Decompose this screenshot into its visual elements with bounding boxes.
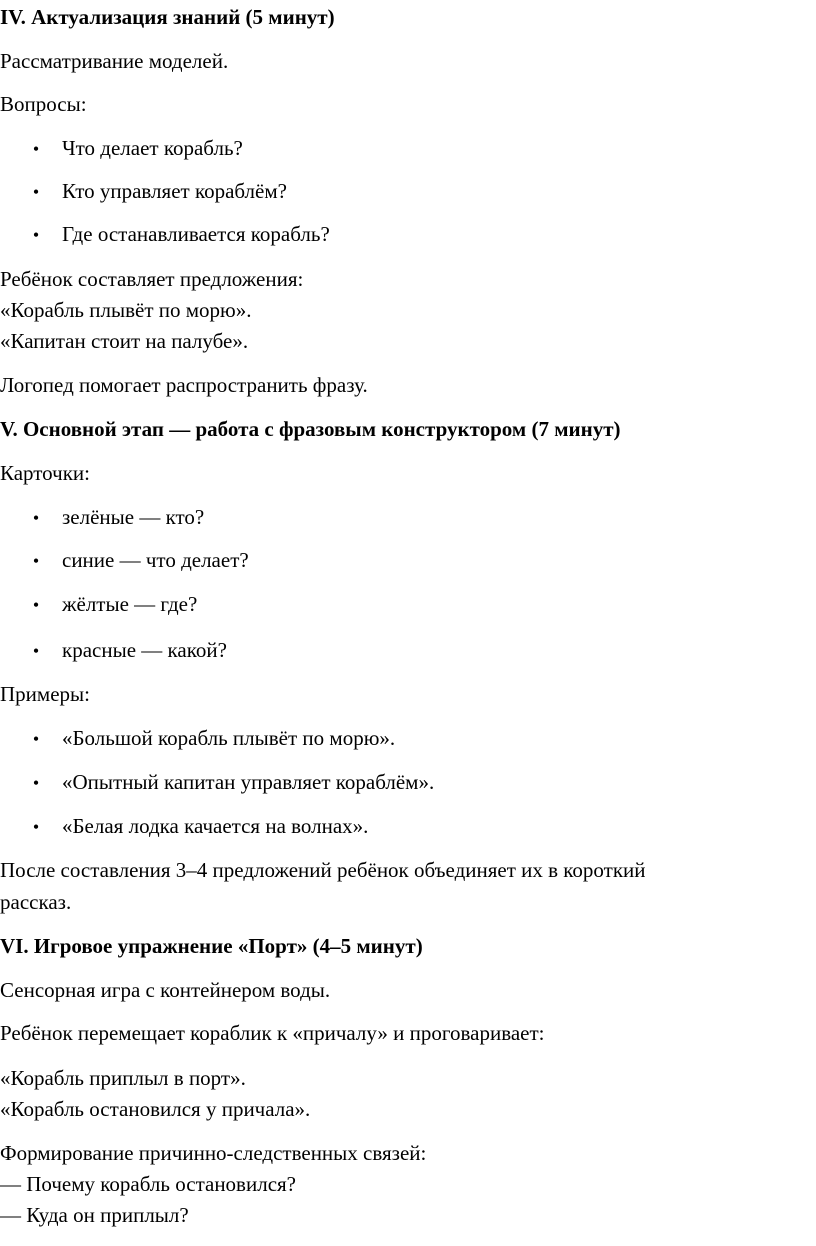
sentence-example: «Корабль плывёт по морю». [0,298,252,322]
bullet-icon: • [32,182,40,202]
summary-line-2: рассказ. [0,890,72,914]
bullet-icon: • [32,139,40,159]
causal-label: Формирование причинно-следственных связей: [0,1141,427,1165]
section-4-note: Логопед помогает распространить фразу. [0,373,368,397]
bullet-icon: • [32,773,40,793]
example-text: «Белая лодка качается на волнах». [62,814,369,838]
section-4-intro: Рассматривание моделей. [0,49,229,73]
card-text: синие — что делает? [62,548,249,572]
sentences-intro: Ребёнок составляет предложения: [0,267,304,291]
bullet-icon: • [32,595,40,615]
sentence-example: «Капитан стоит на палубе». [0,329,249,353]
section-6-intro: Сенсорная игра с контейнером воды. [0,978,331,1002]
phrase-example: «Корабль остановился у причала». [0,1097,311,1121]
section-6-action: Ребёнок перемещает кораблик к «причалу» и проговаривает: [0,1021,545,1045]
summary-line-1: После составления 3–4 предложений ребёнок объединяет их в короткий [0,858,646,882]
causal-question: — Куда он приплыл? [0,1203,189,1227]
question-text: Что делает корабль? [62,136,243,160]
bullet-icon: • [32,225,40,245]
bullet-icon: • [32,817,40,837]
example-text: «Большой корабль плывёт по морю». [62,726,396,750]
example-text: «Опытный капитан управляет кораблём». [62,770,435,794]
question-text: Кто управляет кораблём? [62,179,287,203]
questions-label: Вопросы: [0,92,87,116]
cards-label: Карточки: [0,461,90,485]
section-4-heading: IV. Актуализация знаний (5 минут) [0,5,335,29]
card-text: зелёные — кто? [62,505,205,529]
section-6-heading: VI. Игровое упражнение «Порт» (4–5 минут) [0,934,423,958]
bullet-icon: • [32,641,40,661]
question-text: Где останавливается корабль? [62,222,330,246]
bullet-icon: • [32,508,40,528]
card-text: жёлтые — где? [62,592,198,616]
card-text: красные — какой? [62,638,227,662]
examples-label: Примеры: [0,682,90,706]
phrase-example: «Корабль приплыл в порт». [0,1066,246,1090]
bullet-icon: • [32,729,40,749]
section-5-heading: V. Основной этап — работа с фразовым конструктором (7 минут) [0,417,621,441]
causal-question: — Почему корабль остановился? [0,1172,296,1196]
bullet-icon: • [32,551,40,571]
